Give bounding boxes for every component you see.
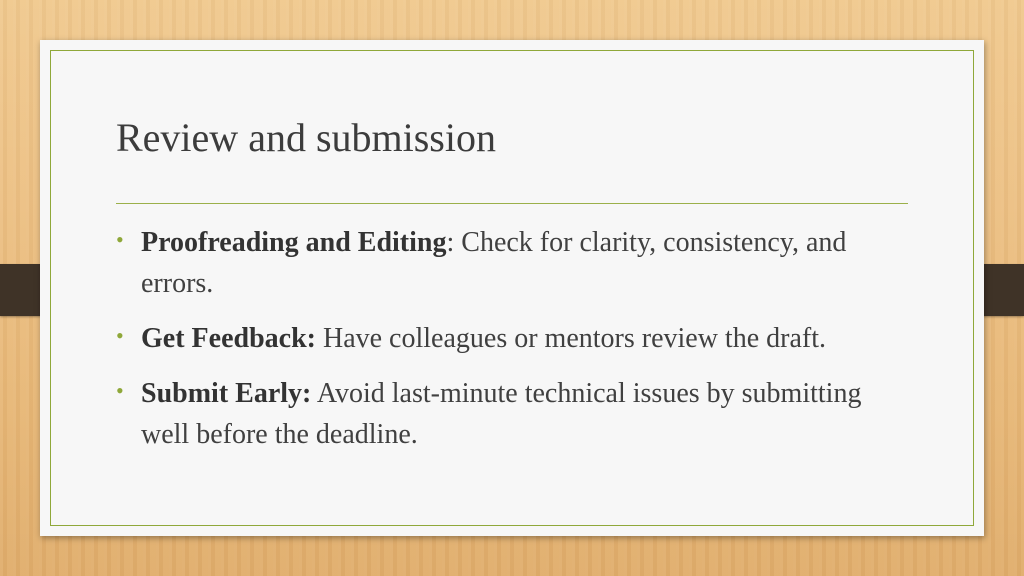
bullet-heading: Get Feedback:	[141, 323, 316, 354]
bullet-dot-icon: •	[116, 323, 124, 348]
bullet-list	[116, 222, 896, 469]
slide-card	[40, 40, 984, 536]
title-divider	[116, 203, 908, 204]
slide-title: Review and submission	[116, 115, 496, 160]
bullet-heading: Submit Early:	[141, 378, 312, 409]
bullet-dot-icon: •	[116, 378, 124, 403]
bullet-item-proofreading	[116, 222, 896, 304]
bullet-item-feedback	[116, 318, 896, 359]
bullet-text: Avoid last-minute technical issues by submitting well before the deadline.	[141, 378, 862, 450]
bullet-heading: Proofreading and Editing	[141, 227, 447, 258]
bullet-item-submit-early	[116, 373, 896, 455]
bullet-text: : Check for clarity, consistency, and errors.	[141, 227, 847, 299]
bullet-dot-icon: •	[116, 227, 124, 252]
bullet-text: Have colleagues or mentors review the draft.	[315, 323, 826, 354]
